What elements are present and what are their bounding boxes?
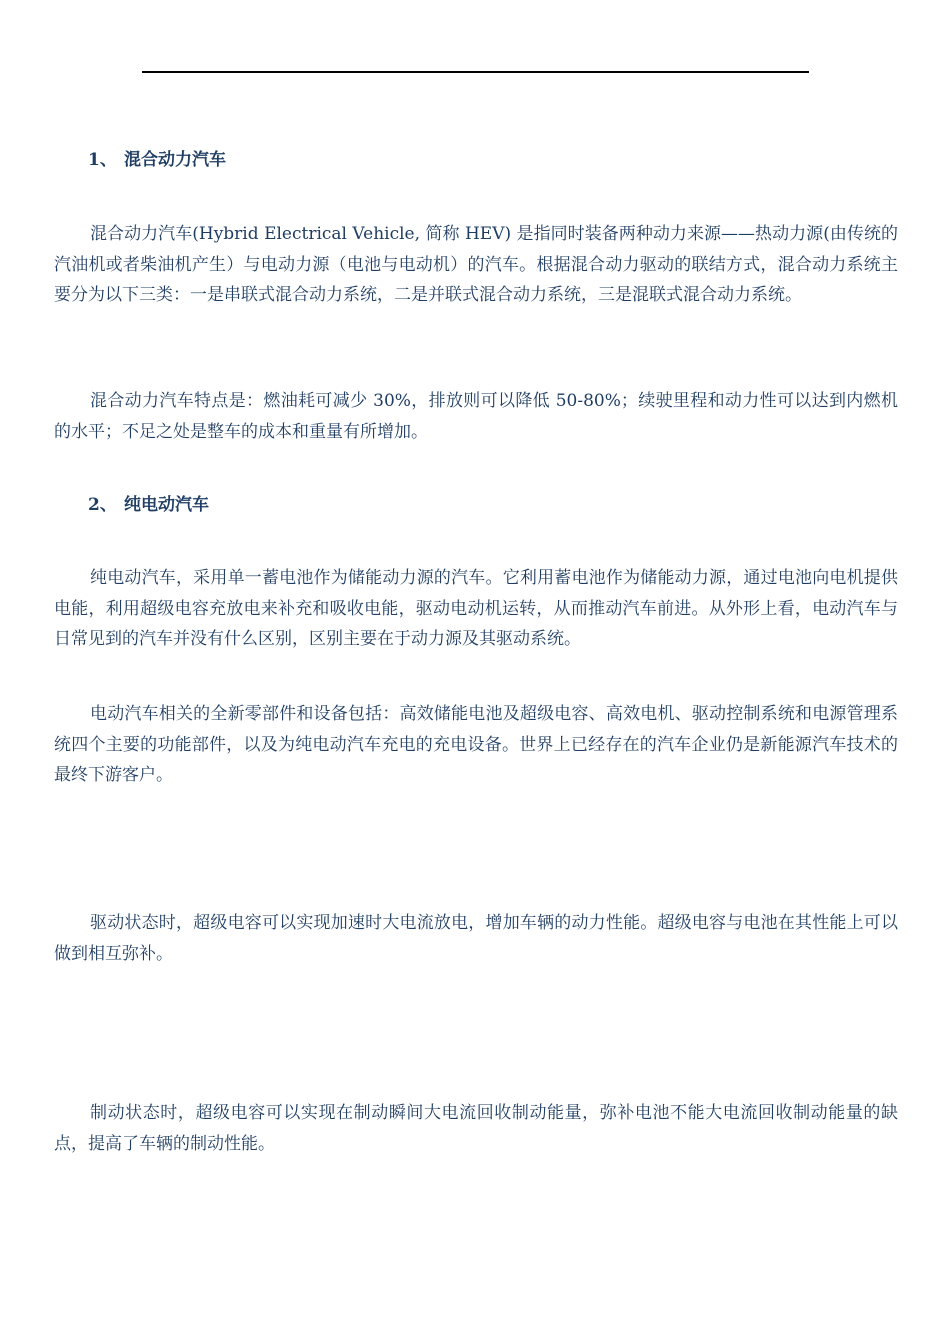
section-title: 混合动力汽车 [124, 150, 226, 170]
paragraph: 制动状态时，超级电容可以实现在制动瞬间大电流回收制动能量，弥补电池不能大电流回收制动能量的缺点，提高了车辆的制动性能。 [54, 1103, 898, 1154]
paragraph: 纯电动汽车，采用单一蓄电池作为储能动力源的汽车。它利用蓄电池作为储能动力源，通过电池向电机提供电能，利用超级电容充放电来补充和吸收电能，驱动电动机运转，从而推动汽车前进。从外形上看，电动汽车与日常见到的汽车并没有什么区别，区别主要在于动力源及其驱动系统。 [54, 568, 898, 649]
paragraph: 混合动力汽车特点是：燃油耗可减少 30%，排放则可以降低 50-80%；续驶里程和动力性可以达到内燃机的水平；不足之处是整车的成本和重量有所增加。 [54, 391, 898, 442]
paragraph: 混合动力汽车(Hybrid Electrical Vehicle, 简称 HEV) 是指同时装备两种动力来源——热动力源(由传统的汽油机或者柴油机产生）与电动力源（电池与电动机）的汽车。根据混合动力驱动的联结方式，混合动力系统主要分为以下三类：一是串联式混合动力系统，二是并联式混合动力系统，三是混联式混合动力系统。 [54, 224, 898, 305]
paragraph: 电动汽车相关的全新零部件和设备包括：高效储能电池及超级电容、高效电机、驱动控制系统和电源管理系统四个主要的功能部件，以及为纯电动汽车充电的充电设备。世界上已经存在的汽车企业仍是新能源汽车技术的最终下游客户。 [54, 704, 898, 785]
section-number: 1、 [88, 150, 117, 170]
section-number: 2、 [88, 495, 117, 515]
paragraph: 驱动状态时，超级电容可以实现加速时大电流放电，增加车辆的动力性能。超级电容与电池在其性能上可以做到相互弥补。 [54, 913, 898, 964]
header-rule [142, 71, 809, 73]
section-heading-2 [88, 493, 209, 517]
section-title: 纯电动汽车 [124, 495, 209, 515]
section-heading-1 [88, 148, 226, 172]
